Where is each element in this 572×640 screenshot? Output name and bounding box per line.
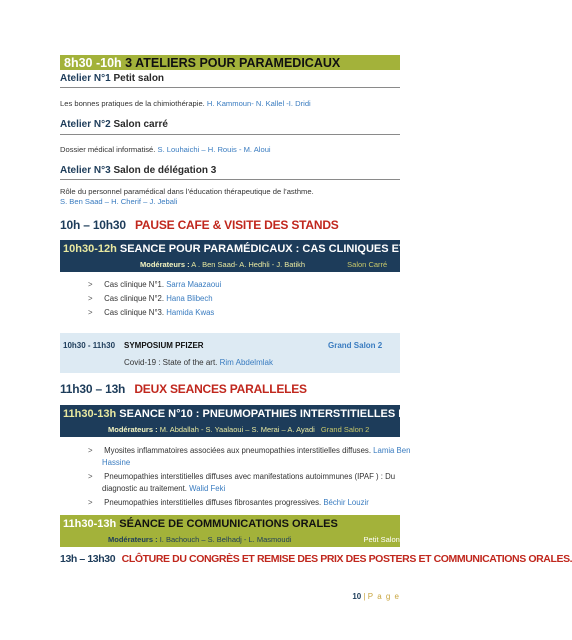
atelier-2-description [60,145,271,154]
paramedical-moderators: Modérateurs : A . Ben Saad- A. Hedhli - J. Batikh Salon Carré [140,260,388,269]
arrow-right-icon: > [88,498,93,507]
symposium-box [60,333,400,373]
arrow-right-icon: > [88,280,93,289]
atelier-1-topic: Les bonnes pratiques de la chimiothérapie. [60,99,205,108]
pause-heading [60,218,339,232]
paramedical-session-time: 10h30-12h [63,243,117,255]
list-item: > Cas clinique N°2. Hana Blibech [88,294,213,303]
oral-room: Petit Salon [363,535,400,544]
atelier-3-authors: S. Ben Saad – H. Cherif – J. Jebali [60,197,178,206]
atelier-1-room: Petit salon [113,73,165,84]
list-item: > Pneumopathies interstitielles diffuses fibrosantes progressives. Béchir Louzir [88,498,369,507]
closing-time: 13h – 13h30 [60,553,116,565]
workshops-header-bar [60,55,400,70]
divider [60,179,400,180]
symposium-talk: Covid-19 : State of the art. Rim Abdelmlak [124,358,273,367]
oral-session-name: SÉANCE DE COMMUNICATIONS ORALES [119,518,338,530]
workshops-header-title [64,56,340,70]
list-item-continuation: Hassine [102,458,131,467]
atelier-2-heading [60,119,168,130]
ild-room: Grand Salon 2 [320,425,370,434]
atelier-2-authors: S. Louhaichi – H. Rouis - M. Aloui [157,145,271,154]
atelier-3-heading [60,165,216,176]
page-word: P a g e [367,592,400,601]
page-footer [352,592,400,601]
workshops-time: 8h30 -10h [64,56,122,70]
symposium-room: Grand Salon 2 [328,341,383,350]
atelier-1-description [60,99,311,108]
atelier-1-heading [60,73,164,84]
atelier-2-topic: Dossier médical informatisé. [60,145,156,154]
page-number: 10 [352,592,362,601]
closing-title: CLÔTURE DU CONGRÈS ET REMISE DES PRIX DES POSTERS ET COMMUNICATIONS ORALES. [121,553,572,565]
atelier-3-room: Salon de délégation 3 [113,165,217,176]
paramedical-session-title [63,243,435,255]
closing-heading [60,553,572,565]
pause-time: 10h – 10h30 [60,218,126,232]
list-item-continuation: diagnostic au traitement. Walid Feki [102,484,226,493]
parallel-heading [60,382,307,396]
atelier-2-label: Atelier N°2 [60,119,111,130]
atelier-2-room: Salon carré [113,119,168,130]
arrow-right-icon: > [88,446,93,455]
paramedical-session-bar [60,240,436,272]
workshops-title: 3 ATELIERS POUR PARAMEDICAUX [125,56,341,70]
oral-session-title [63,518,338,530]
page-separator: | [363,592,366,601]
atelier-3-topic: Rôle du personnel paramédical dans l’éducation thérapeutique de l’asthme. [60,187,314,196]
oral-session-bar [60,515,400,547]
oral-moderators: Modérateurs : I. Bachouch – S. Belhadj - L. Masmoudi Petit Salon [108,535,400,544]
paramedical-session-name: SEANCE POUR PARAMÉDICAUX : CAS CLINIQUES ET QUIZ [119,243,436,255]
parallel-title: DEUX SEANCES PARALLELES [134,382,307,396]
ild-session-time: 11h30-13h [63,408,117,420]
divider [60,134,400,135]
symposium-time: 10h30 - 11h30 [63,341,116,350]
parallel-time: 11h30 – 13h [60,382,126,396]
list-item: > Cas clinique N°3. Hamida Kwas [88,308,215,317]
arrow-right-icon: > [88,472,93,481]
atelier-1-authors: H. Kammoun- N. Kallel -I. Dridi [206,99,311,108]
atelier-1-label: Atelier N°1 [60,73,111,84]
ild-session-title [63,408,453,420]
list-item: > Cas clinique N°1. Sarra Maazaoui [88,280,222,289]
paramedical-room: Salon Carré [347,260,388,269]
ild-moderators: Modérateurs : M. Abdallah - S. Yaalaoui – S. Merai – A. Ayadi Grand Salon 2 [108,425,370,434]
pause-title: PAUSE CAFE & VISITE DES STANDS [135,218,339,232]
arrow-right-icon: > [88,294,93,303]
ild-session-name: SEANCE N°10 : PNEUMOPATHIES INTERSTITIELLES DIFFUSES [119,408,453,420]
ild-session-bar [60,405,453,437]
atelier-3-label: Atelier N°3 [60,165,111,176]
symposium-title: SYMPOSIUM PFIZER [124,341,204,350]
arrow-right-icon: > [88,308,93,317]
oral-session-time: 11h30-13h [63,518,117,530]
list-item: > Pneumopathies interstitielles diffuses avec manifestations autoimmunes (IPAF ) : Du [88,472,396,481]
divider [60,87,400,88]
list-item: > Myosites inflammatoires associées aux pneumopathies interstitielles diffuses. Lamia Ben [88,446,411,455]
